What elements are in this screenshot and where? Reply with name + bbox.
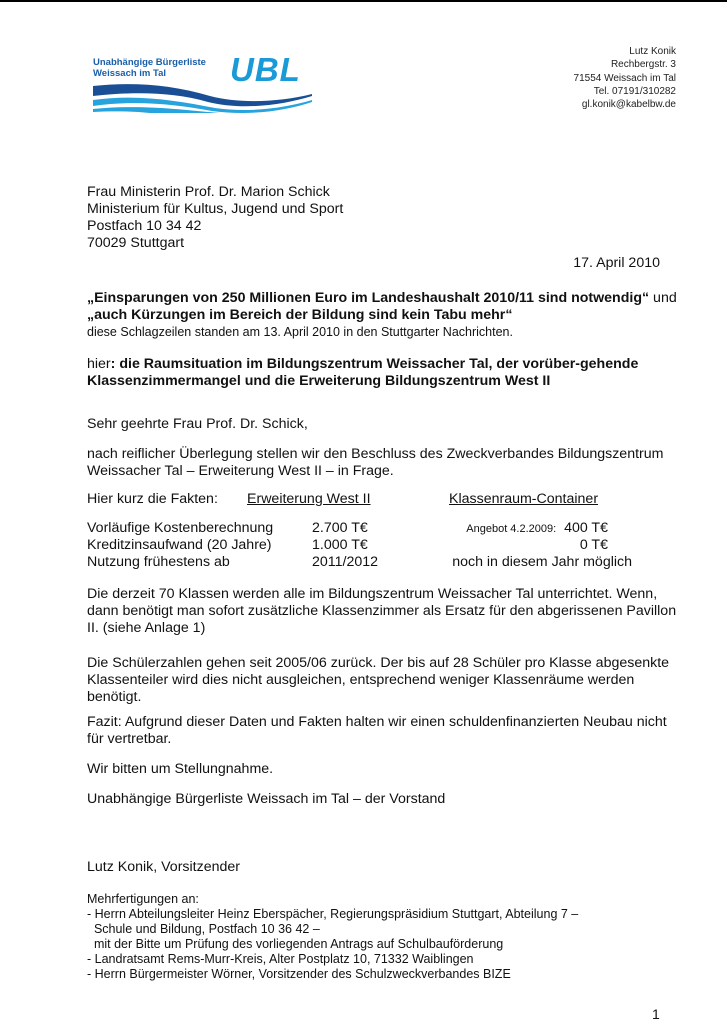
ubl-logo [90, 52, 315, 117]
sender-street: Rechbergstr. 3 [610, 59, 676, 71]
copies-list [87, 892, 578, 982]
paragraph-classes: Die derzeit 70 Klassen werden alle im Bildungszentrum Weissacher Tal unterrichtet. Wenn, dann benötigt man sofort zusätzliche Klassenzimmer als Ersatz für den abgerissenen Pavillon II. (siehe Anlage 1) [87, 586, 677, 636]
headline-quote-1: „Einsparungen von 250 Millionen Euro im Landeshaushalt 2010/11 sind notwendig“ [87, 290, 650, 306]
headline-quote-2: „auch Kürzungen im Bereich der Bildung sind kein Tabu mehr“ [87, 307, 513, 323]
wave-icon [90, 80, 315, 115]
paragraph-request: Wir bitten um Stellungnahme. [87, 761, 274, 777]
list-item: Schule und Bildung, Postfach 10 36 42 – [87, 922, 320, 936]
list-item: - Herrn Bürgermeister Wörner, Vorsitzender des Schulzweckverbandes BIZE [87, 967, 511, 981]
page-top-border [0, 0, 727, 2]
closing-board: Unabhängige Bürgerliste Weissach im Tal – der Vorstand [87, 791, 446, 807]
salutation: Sehr geehrte Frau Prof. Dr. Schick, [87, 416, 308, 432]
regarding-line: hier: die Raumsituation im Bildungszentrum Weissacher Tal, der vorüber-gehende Klassenzimmermangel und die Erweiterung Bildungszentrum West II [87, 356, 639, 389]
paragraph-student-numbers: Die Schülerzahlen gehen seit 2005/06 zurück. Der bis auf 28 Schüler pro Klasse abgesenkte Klassenteiler wird dies nicht ausgleichen, entsprechend weniger Klassenräume werden benötigt. [87, 655, 670, 705]
column-header-container: Klassenraum-Container [449, 491, 599, 507]
logo-org-name: Unabhängige Bürgerliste Weissach im Tal [93, 57, 206, 79]
sender-city: 71554 Weissach im Tal [573, 72, 676, 84]
recipient-address: Frau Ministerin Prof. Dr. Marion Schick Ministerium für Kultus, Jugend und Sport Postfach 10 34 42 70029 Stuttgart [87, 184, 344, 251]
list-item: - Herrn Abteilungsleiter Heinz Eberspächer, Regierungspräsidium Stuttgart, Abteilung 7 – [87, 907, 579, 921]
sender-address [574, 45, 676, 111]
page-number: 1 [652, 1006, 660, 1022]
letter-date: 17. April 2010 [573, 255, 660, 271]
list-item: - Landratsamt Rems-Murr-Kreis, Alter Postplatz 10, 71332 Waiblingen [87, 952, 474, 966]
sender-email: gl.konik@kabelbw.de [581, 99, 676, 111]
intro-paragraph: nach reiflicher Überlegung stellen wir den Beschluss des Zweckverbandes Bildungszentrum Weissacher Tal – Erweiterung West II – in Frage. [87, 446, 664, 479]
list-item: mit der Bitte um Prüfung des vorliegenden Antrags auf Schulbauförderung [87, 937, 504, 951]
signature: Lutz Konik, Vorsitzender [87, 859, 240, 875]
copies-heading: Mehrfertigungen an: [87, 892, 199, 906]
paragraph-conclusion: Fazit: Aufgrund dieser Daten und Fakten halten wir einen schuldenfinanzierten Neubau nicht für vertretbar. [87, 714, 667, 747]
logo-mark: UBL [230, 51, 301, 88]
column-header-west2: Erweiterung West II [247, 491, 371, 507]
sender-name: Lutz Konik [629, 46, 676, 57]
headline-source: diese Schlagzeilen standen am 13. April 2010 in den Stuttgarter Nachrichten. [87, 325, 513, 339]
subject-headline: „Einsparungen von 250 Millionen Euro im Landeshaushalt 2010/11 sind notwendig“ und „auch Kürzungen im Bereich der Bildung sind kein Tabu mehr“ diese Schlagzeilen standen am 13. April 2010 in den Stuttgarter Nachrichten. [87, 290, 687, 341]
sender-phone: Tel. 07191/310282 [593, 85, 676, 97]
